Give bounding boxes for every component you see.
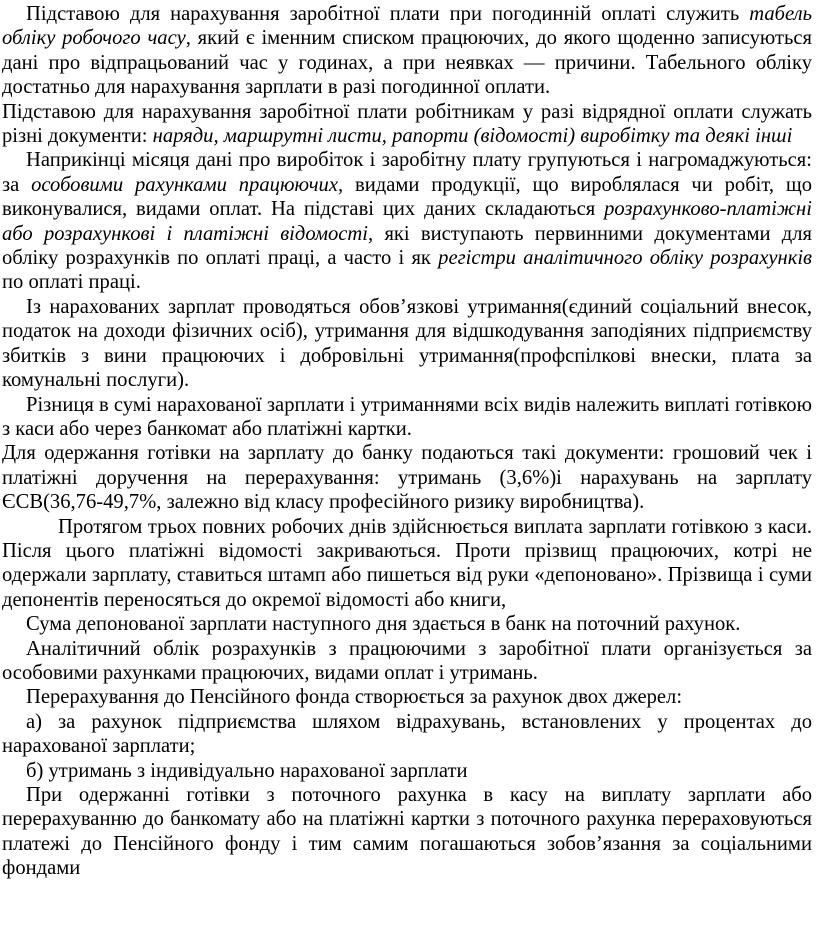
italic-term: розрахунково-платіжні або розрахункові і платіжні відомості,: [2, 198, 812, 245]
paragraph-analytics: [2, 637, 812, 686]
paragraph-three-days: [2, 515, 812, 613]
paragraph-deposited-sum: [2, 612, 812, 636]
italic-term: регістри аналітичного обліку розрахунків: [438, 247, 812, 270]
paragraph-cash-receipt: [2, 783, 812, 881]
text-run: а) за рахунок підприємства шляхом відрахувань, встановлених у процентах до нарахованої зарплати;: [2, 710, 812, 758]
text-run: Наприкінці місяця дані про виробіток і заробітну плату групуються і нагромаджуються: за: [2, 149, 812, 196]
italic-term: наряди, маршрутні листи, рапорти (відомості) виробітку та деякі інші: [152, 125, 793, 148]
text-run: Різниця в сумі нарахованої зарплати і утриманнями всіх видів належить виплаті готівкою з каси або через банкомат або платіжні картки.: [2, 393, 812, 440]
text-run: Для одержання готівки на зарплату до банку подаються такі документи: грошовий чек і платіжні доручення на перерахування: утримань (3,6%)і нарахувань на зарплату ЄСВ(36,76-49,7%, залежно від класу професійного ризику виробництва).: [2, 442, 812, 514]
text-run: , який є іменним списком працюючих, до якого щоденно записуються дані про відпрацьований час у годинах, а при неявках — причини. Табельного обліку достатньо для нарахування зарплати в разі погодинної оплати.: [2, 27, 812, 99]
text-run: Із нарахованих зарплат проводяться обов’язкові утримання(єдиний соціальний внесок, податок на доходи фізичних осіб), утримання для відшкодування заподіяних підприємству збитків з вини працюючих і добровільні утримання(профспілкові внески, плата за комунальні послуги).: [2, 295, 812, 392]
text-run: Перерахування до Пенсійного фонда створюється за рахунок двох джерел:: [26, 686, 683, 709]
text-run: б) утримань з індивідуально нарахованої зарплати: [26, 759, 468, 782]
text-run: Протягом трьох повних робочих днів здійснюється виплата зарплати готівкою з каси. Після цього платіжні відомості закриваються. Проти прізвищ працюючих, котрі не одержали зарплату, ставиться штамп або пишеться від руки «депоновано». Прізвища і суми депонентів переносяться до окремої відомості або книги,: [2, 515, 812, 611]
list-item-a: [2, 710, 812, 759]
text-run: які виступають первинними документами для обліку розрахунків по оплаті праці, а часто і як: [2, 222, 812, 270]
italic-term: табель обліку робочого часу: [2, 3, 812, 50]
text-run: Підставою для нарахування заробітної плати робітникам у разі відрядної оплати служать різні документи:: [2, 100, 812, 148]
text-run: При одержанні готівки з поточного рахунка в касу на виплату зарплати або перерахуванню до банкомату або на платіжні картки з поточного рахунка перераховуються платежі до Пенсійного фонду і тим самим погашаються зобов’язання за соціальними фондами: [2, 784, 812, 880]
paragraph-timesheet: [2, 2, 812, 100]
text-run: , видами продукції, що вироблялася чи робіт, що виконувалися, видами оплат. На підставі цих даних складаються: [2, 173, 812, 221]
paragraph-piecework-docs: [2, 100, 812, 149]
italic-term: особовими рахунками працюючих: [31, 173, 338, 196]
list-item-b: [2, 759, 812, 783]
paragraph-month-end: [2, 148, 812, 294]
paragraph-pension-sources: [2, 685, 812, 709]
text-run: Підставою для нарахування заробітної плати при погодинній оплаті служить: [26, 3, 750, 25]
paragraph-deductions: [2, 295, 812, 393]
text-run: по оплаті праці.: [2, 271, 141, 294]
paragraph-bank-docs: [2, 441, 812, 514]
text-run: Аналітичний облік розрахунків з працюючими з заробітної плати організується за особовими рахунками працюючих, видами оплат і утримань.: [2, 637, 812, 684]
text-run: Сума депонованої зарплати наступного дня здається в банк на поточний рахунок.: [26, 613, 741, 636]
paragraph-difference: [2, 393, 812, 442]
